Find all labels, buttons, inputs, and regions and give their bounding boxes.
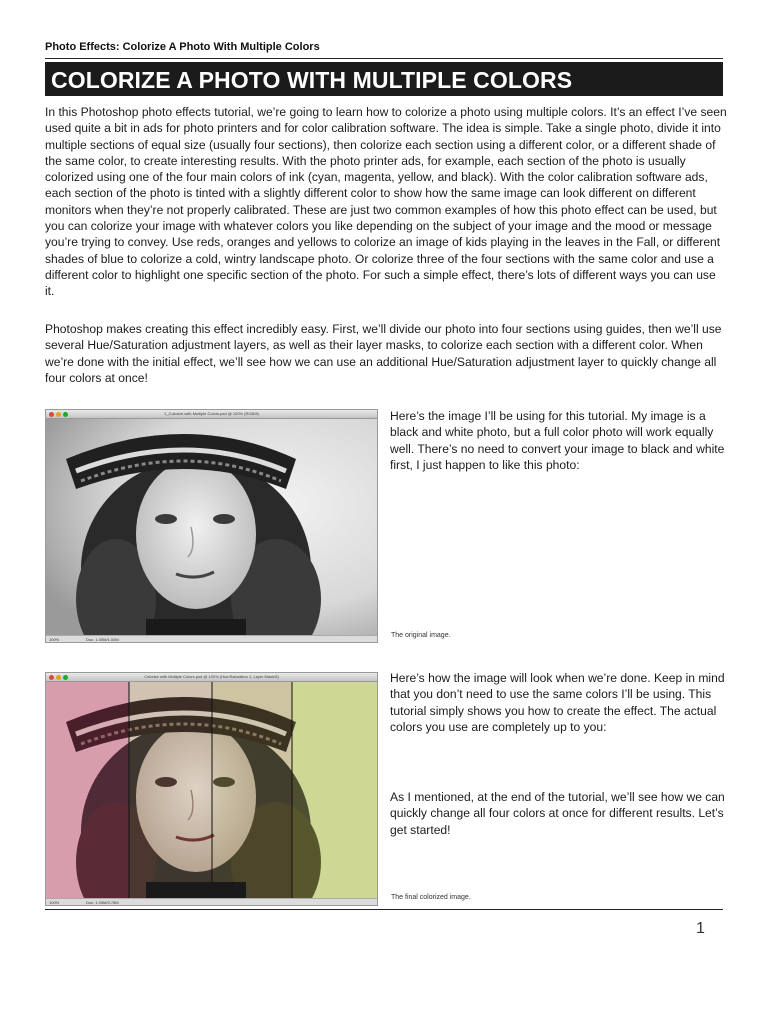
window-title: 1_Colorize with Multiple Colors.psd @ 100% (RGB/8) (164, 411, 259, 416)
figure2-followup: As I mentioned, at the end of the tutorial, we’ll see how we can quickly change all four colors at once for different results. Let’s get started! (390, 790, 725, 837)
doc-size: Doc: 1.00M/3.78M (86, 900, 119, 905)
photoshop-window-titlebar (46, 673, 377, 682)
figure1-description: Here’s the image I’ll be using for this tutorial. My image is a black and white photo, but a full color photo will work equally well. There’s no need to convert your image to black and white first, I just happen to like this photo: (390, 409, 725, 472)
woman-portrait-image (46, 419, 377, 635)
footer-divider (45, 909, 723, 910)
doc-size: Doc: 1.00M/1.00M (86, 637, 119, 642)
woman-portrait-colorized-image (46, 682, 377, 898)
portrait-photo-colorized (46, 682, 377, 898)
figure2-caption: The final colorized image. (391, 894, 471, 901)
page-title: COLORIZE A PHOTO WITH MULTIPLE COLORS (51, 67, 573, 93)
photoshop-status-bar (46, 898, 377, 905)
window-title: Colorize with Multiple Colors.psd @ 100% (Hue/Saturation 1, Layer Mask/8) (144, 674, 279, 679)
second-paragraph: Photoshop makes creating this effect incredibly easy. First, we’ll divide our photo into four sections using guides, then we’ll use several Hue/Saturation adjustment layers, as well as their layer masks, to colorize each section with a different color. When we’re done with the initial effect, we’ll see how we can use an additional Hue/Saturation adjustment layer to quickly change all four colors at once! (45, 322, 722, 385)
intro-paragraph: In this Photoshop photo effects tutorial, we’re going to learn how to colorize a photo using multiple colors. It’s an effect I’ve seen used quite a bit in ads for photo printers and for color calibration software. The idea is simple. Take a single photo, divide it into multiple sections of equal size (usually four sections), then colorize each section using a different color, or a different shade of the same color, to create interesting results. With the photo printer ads, for example, each section of the photo is usually colorized using one of the four main colors of ink (cyan, magenta, yellow, and black). With the color calibration software ads, each section of the photo is tinted with a slightly different color to show how the same image can look different on different monitors when they’re not properly calibrated. These are just two common examples of how this photo effect can be used, but you can colorize your image with whatever colors you like depending on the subject of your image and the mood or message you’re trying to convey. Use reds, oranges and yellows to colorize an image of kids playing in the leaves in the Fall, or different shades of blue to colorize a cold, wintry landscape photo. Or colorize three of the four sections with the same color and use a different color to highlight one specific section of the photo. For such a simple effect, there’s lots of different ways you can use it. (45, 105, 727, 299)
figure2-description: Here’s how the image will look when we’re done. Keep in mind that you don’t need to use the same colors I’ll be using. This tutorial simply shows you how to create the effect. The actual colors you use are completely up to you: (390, 671, 725, 734)
zoom-level: 100% (49, 900, 60, 905)
original-image-screenshot (45, 409, 378, 643)
colorized-image-screenshot (45, 672, 378, 906)
photoshop-window-titlebar (46, 410, 377, 419)
running-header: Photo Effects: Colorize A Photo With Multiple Colors (45, 41, 320, 53)
header-divider (45, 58, 723, 59)
zoom-level: 100% (49, 637, 60, 642)
title-bar (45, 62, 723, 96)
figure1-caption: The original image. (391, 632, 451, 639)
page-number: 1 (696, 920, 705, 937)
photoshop-status-bar (46, 635, 377, 642)
portrait-photo-bw (46, 419, 377, 635)
